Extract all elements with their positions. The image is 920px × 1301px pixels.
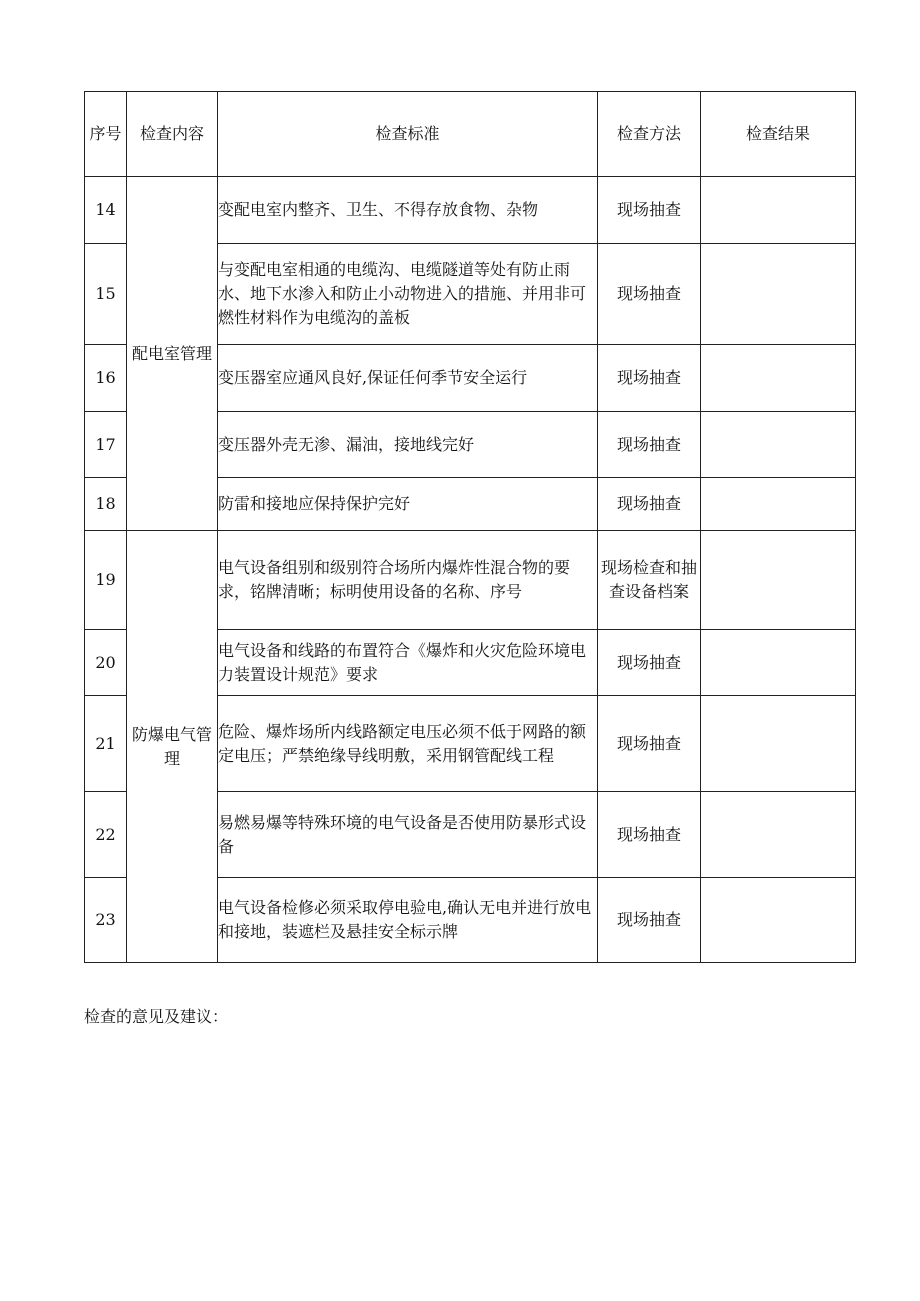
standard-cell: 与变配电室相通的电缆沟、电缆隧道等处有防止雨水、地下水渗入和防止小动物进入的措施、并用非可燃性材料作为电缆沟的盖板 [218,244,598,345]
standard-cell: 防雷和接地应保持保护完好 [218,478,598,531]
row-number: 15 [85,244,127,345]
method-cell: 现场抽查 [598,478,701,531]
result-cell[interactable] [701,478,856,531]
row-number: 20 [85,630,127,696]
standard-cell: 电气设备组别和级别符合场所内爆炸性混合物的要求，铭牌清晰；标明使用设备的名称、序号 [218,531,598,630]
method-cell: 现场抽查 [598,792,701,878]
inspection-table [84,91,856,963]
result-cell[interactable] [701,630,856,696]
table-row [85,531,856,630]
method-cell: 现场抽查 [598,244,701,345]
row-number: 14 [85,177,127,244]
row-number: 19 [85,531,127,630]
row-number: 17 [85,412,127,478]
result-cell[interactable] [701,244,856,345]
header-method: 检查方法 [598,92,701,177]
row-number: 23 [85,878,127,963]
table-row [85,177,856,244]
method-cell: 现场抽查 [598,696,701,792]
method-cell: 现场抽查 [598,412,701,478]
header-content: 检查内容 [127,92,218,177]
standard-cell: 易燃易爆等特殊环境的电气设备是否使用防暴形式设备 [218,792,598,878]
row-number: 18 [85,478,127,531]
row-number: 16 [85,345,127,412]
row-number: 21 [85,696,127,792]
method-cell: 现场抽查 [598,630,701,696]
category-cell: 配电室管理 [127,177,218,531]
result-cell[interactable] [701,878,856,963]
standard-cell: 变压器室应通风良好,保证任何季节安全运行 [218,345,598,412]
header-result: 检查结果 [701,92,856,177]
remarks-label: 检查的意见及建议： [84,1007,229,1026]
standard-cell: 电气设备检修必须采取停电验电,确认无电并进行放电和接地，装遮栏及悬挂安全标示牌 [218,878,598,963]
method-cell: 现场检查和抽查设备档案 [598,531,701,630]
standard-cell: 危险、爆炸场所内线路额定电压必须不低于网路的额定电压；严禁绝缘导线明敷，采用钢管配线工程 [218,696,598,792]
result-cell[interactable] [701,696,856,792]
method-cell: 现场抽查 [598,878,701,963]
header-no: 序号 [85,92,127,177]
row-number: 22 [85,792,127,878]
standard-cell: 电气设备和线路的布置符合《爆炸和火灾危险环境电力装置设计规范》要求 [218,630,598,696]
result-cell[interactable] [701,345,856,412]
result-cell[interactable] [701,792,856,878]
category-cell: 防爆电气管理 [127,531,218,963]
method-cell: 现场抽查 [598,177,701,244]
standard-cell: 变配电室内整齐、卫生、不得存放食物、杂物 [218,177,598,244]
result-cell[interactable] [701,412,856,478]
header-row [85,92,856,177]
result-cell[interactable] [701,531,856,630]
header-standard: 检查标准 [218,92,598,177]
result-cell[interactable] [701,177,856,244]
standard-cell: 变压器外壳无渗、漏油，接地线完好 [218,412,598,478]
method-cell: 现场抽查 [598,345,701,412]
